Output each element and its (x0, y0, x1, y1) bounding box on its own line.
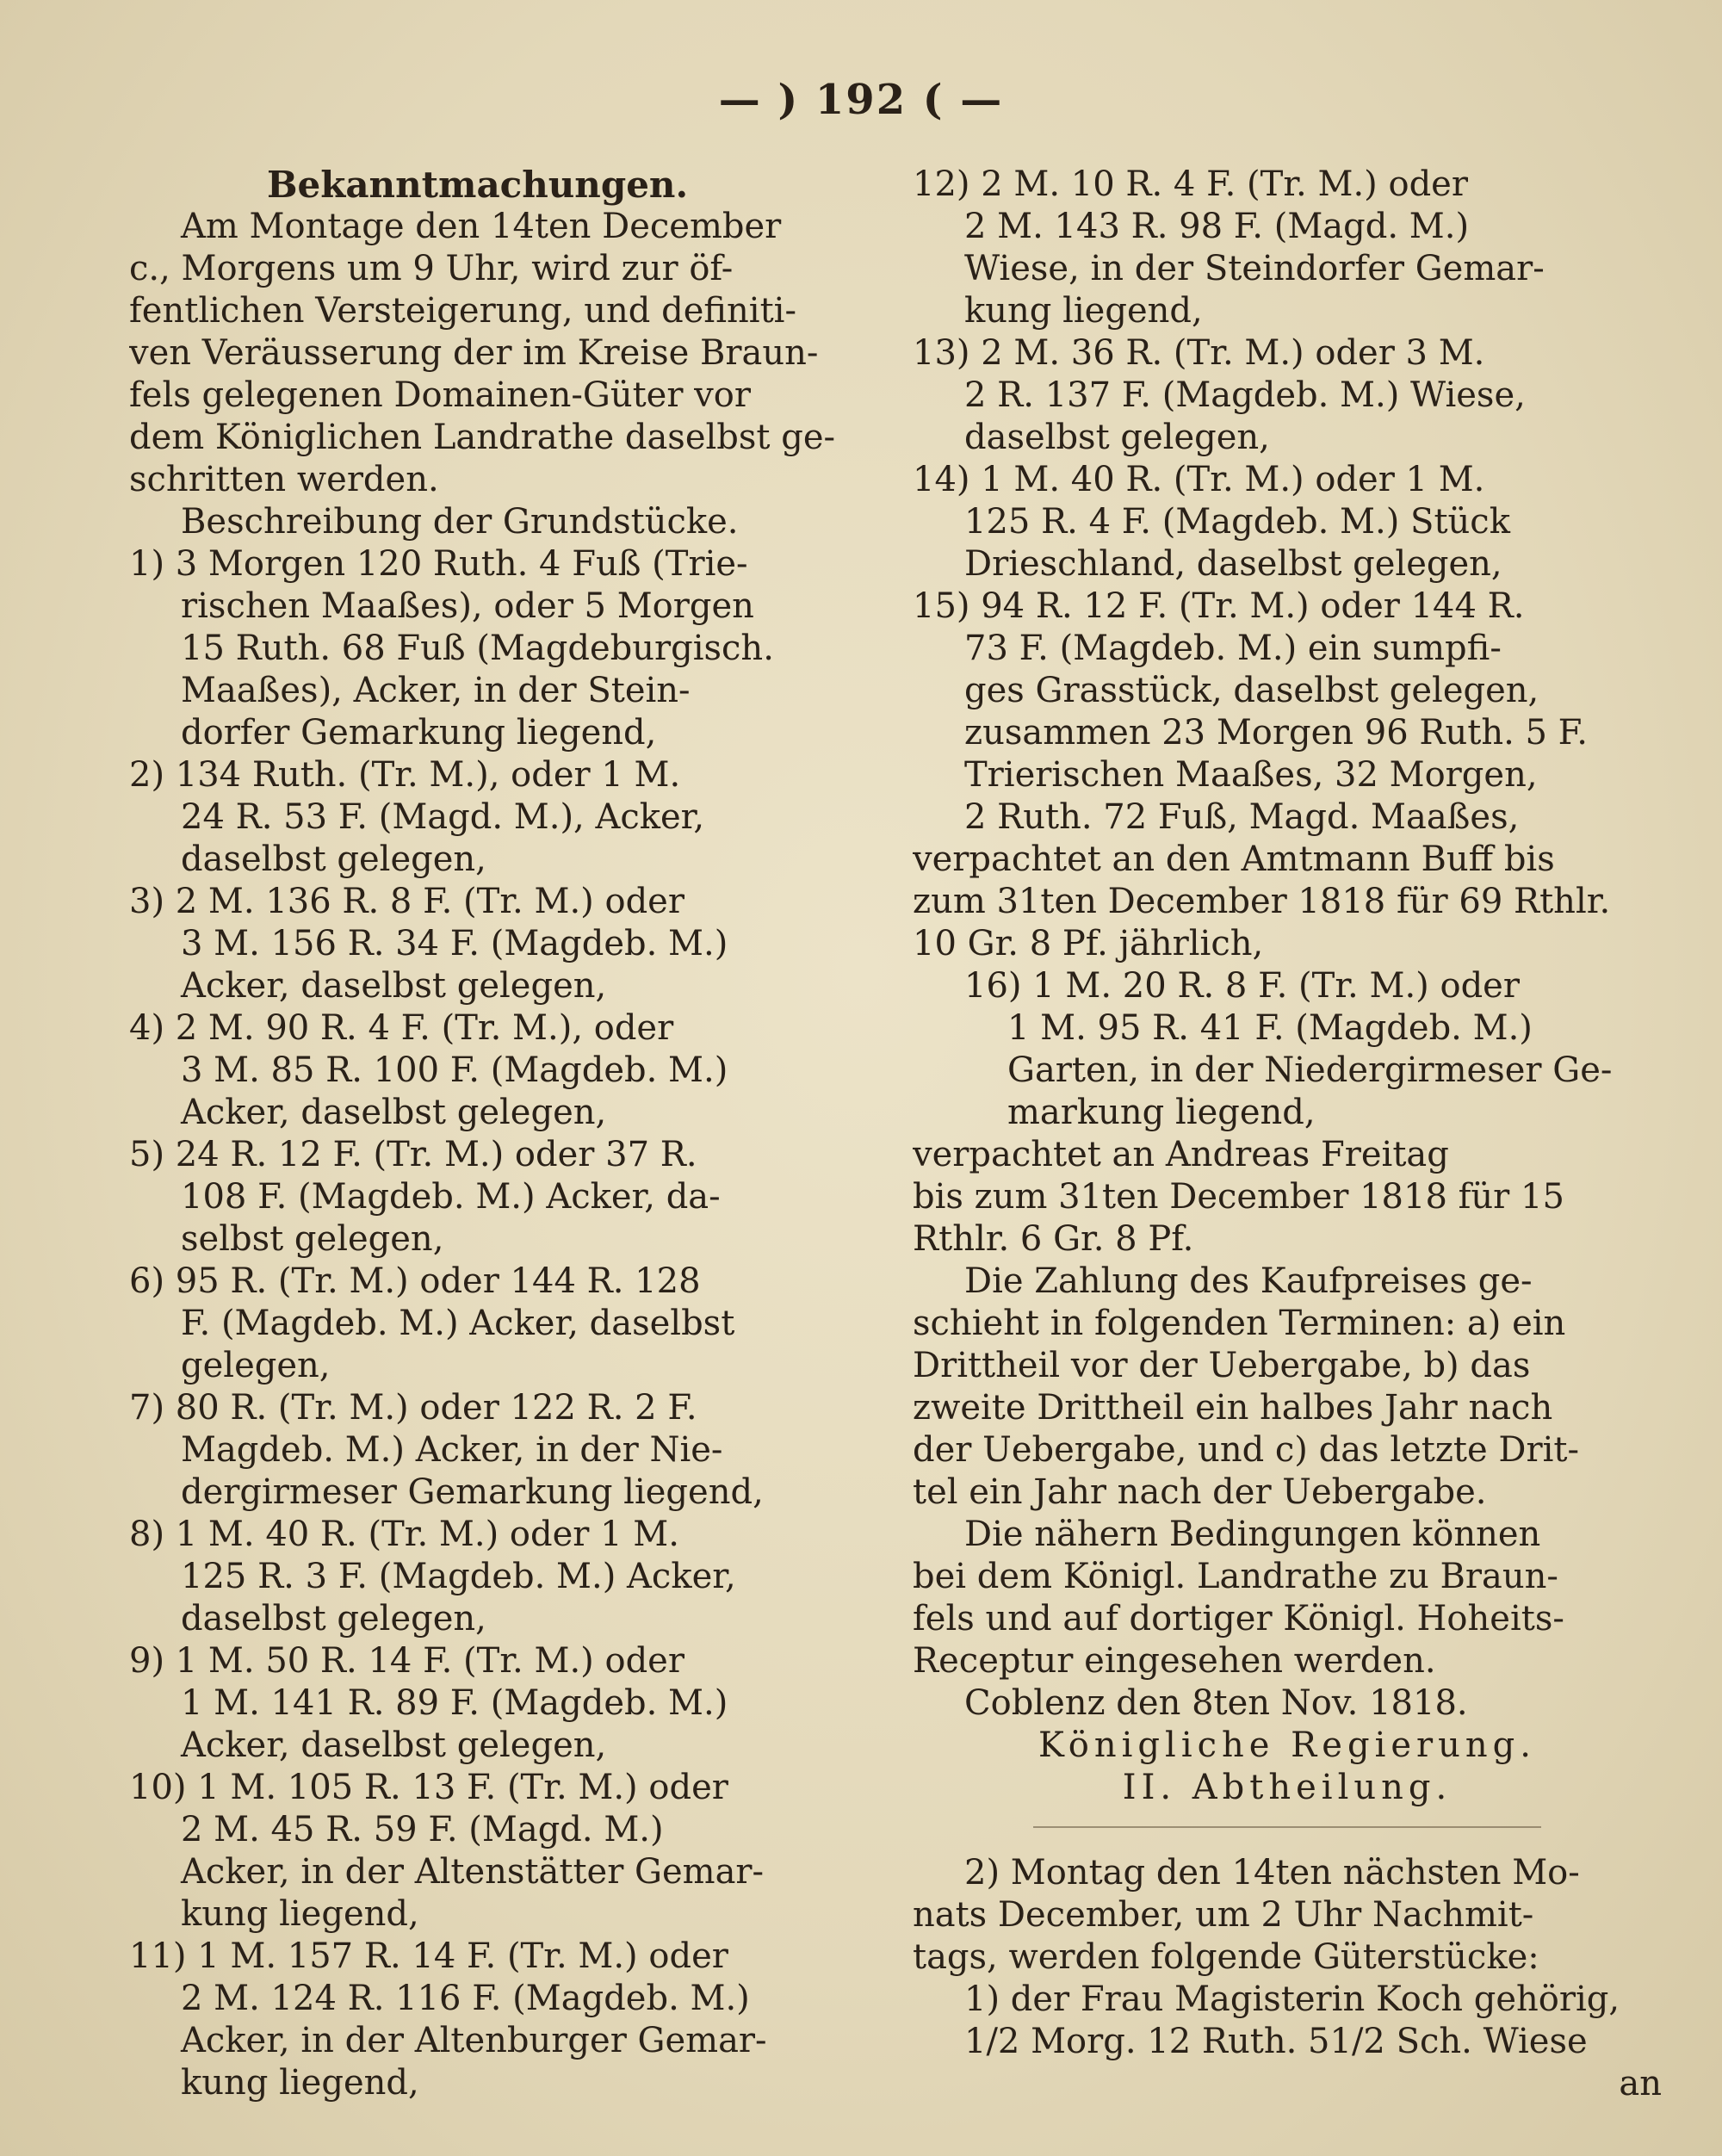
text-line: Magdeb. M.) Acker, in der Nie- (181, 1430, 723, 1470)
text-line: 12) 2 M. 10 R. 4 F. (Tr. M.) oder (913, 164, 1468, 204)
text-line: 125 R. 4 F. (Magdeb. M.) Stück (964, 502, 1510, 542)
text-line: der Uebergabe, und c) das letzte Drit- (913, 1430, 1579, 1470)
text-line: 2) Montag den 14ten nächsten Mo- (964, 1853, 1580, 1893)
text-line: daselbst gelegen, (181, 1599, 486, 1639)
text-line: fels gelegenen Domainen-Güter vor (129, 375, 751, 415)
text-line: 2 M. 143 R. 98 F. (Magd. M.) (964, 207, 1470, 246)
text-line: 2) 134 Ruth. (Tr. M.), oder 1 M. (129, 755, 681, 795)
text-line: 73 F. (Magdeb. M.) ein sumpfi- (964, 629, 1502, 668)
text-line: Königliche Regierung. (1038, 1725, 1536, 1765)
text-line: Acker, in der Altenstätter Gemar- (181, 1852, 765, 1892)
text-line: Rthlr. 6 Gr. 8 Pf. (913, 1219, 1194, 1259)
text-line: 1 M. 95 R. 41 F. (Magdeb. M.) (1007, 1008, 1533, 1048)
text-line: 6) 95 R. (Tr. M.) oder 144 R. 128 (129, 1261, 701, 1301)
text-line: Receptur eingesehen werden. (913, 1641, 1436, 1681)
text-line: gelegen, (181, 1346, 331, 1385)
text-line: 3 M. 85 R. 100 F. (Magdeb. M.) (181, 1050, 728, 1090)
text-line: 16) 1 M. 20 R. 8 F. (Tr. M.) oder (964, 966, 1520, 1006)
text-line: 1) 3 Morgen 120 Ruth. 4 Fuß (Trie- (129, 544, 748, 584)
text-line: nats December, um 2 Uhr Nachmit- (913, 1895, 1534, 1935)
text-line: tel ein Jahr nach der Uebergabe. (913, 1472, 1487, 1512)
text-line: daselbst gelegen, (964, 418, 1270, 457)
text-line: selbst gelegen, (181, 1219, 444, 1259)
text-line: 2 R. 137 F. (Magdeb. M.) Wiese, (964, 375, 1526, 415)
text-line: markung liegend, (1007, 1093, 1316, 1132)
text-line: Am Montage den 14ten December (181, 207, 782, 246)
text-line: Wiese, in der Steindorfer Gemar- (964, 249, 1545, 288)
right-column (913, 164, 1662, 2105)
text-line: Beschreibung der Grundstücke. (181, 502, 739, 542)
text-line: ven Veräusserung der im Kreise Braun- (129, 333, 819, 373)
text-line: schritten werden. (129, 460, 439, 499)
text-line: 13) 2 M. 36 R. (Tr. M.) oder 3 M. (913, 333, 1485, 373)
text-line: zweite Drittheil ein halbes Jahr nach (913, 1388, 1553, 1428)
text-line: Trierischen Maaßes, 32 Morgen, (964, 755, 1538, 795)
text-line: fentlichen Versteigerung, und definiti- (129, 291, 796, 331)
text-line: 10) 1 M. 105 R. 13 F. (Tr. M.) oder (129, 1768, 728, 1807)
text-line: dergirmeser Gemarkung liegend, (181, 1472, 764, 1512)
text-line: 125 R. 3 F. (Magdeb. M.) Acker, (181, 1557, 736, 1596)
text-line: Acker, in der Altenburger Gemar- (181, 2021, 767, 2060)
left-column (129, 164, 887, 2104)
text-line: 15) 94 R. 12 F. (Tr. M.) oder 144 R. (913, 586, 1525, 626)
text-line: 1 M. 141 R. 89 F. (Magdeb. M.) (181, 1683, 728, 1723)
text-line: 4) 2 M. 90 R. 4 F. (Tr. M.), oder (129, 1008, 674, 1048)
text-line: kung liegend, (181, 2063, 419, 2103)
text-line: bei dem Königl. Landrathe zu Braun- (913, 1557, 1558, 1596)
text-line: F. (Magdeb. M.) Acker, daselbst (181, 1304, 735, 1343)
text-line: 3 M. 156 R. 34 F. (Magdeb. M.) (181, 924, 728, 963)
text-line: zusammen 23 Morgen 96 Ruth. 5 F. (964, 713, 1588, 753)
text-line: 24 R. 53 F. (Magd. M.), Acker, (181, 797, 705, 837)
text-line: Drieschland, daselbst gelegen, (964, 544, 1502, 584)
text-line: 1) der Frau Magisterin Koch gehörig, (964, 1979, 1620, 2019)
text-line: rischen Maaßes), oder 5 Morgen (181, 586, 754, 626)
text-line: 1/2 Morg. 12 Ruth. 51/2 Sch. Wiese (964, 2022, 1588, 2061)
text-line: Die Zahlung des Kaufpreises ge- (964, 1261, 1533, 1301)
text-line: zum 31ten December 1818 für 69 Rthlr. (913, 882, 1611, 921)
text-line: 15 Ruth. 68 Fuß (Magdeburgisch. (181, 629, 774, 668)
text-line: 10 Gr. 8 Pf. jährlich, (913, 924, 1264, 963)
text-line: ges Grasstück, daselbst gelegen, (964, 671, 1539, 710)
text-line: 108 F. (Magdeb. M.) Acker, da- (181, 1177, 721, 1217)
text-line: an (1619, 2064, 1662, 2103)
text-line: Drittheil vor der Uebergabe, b) das (913, 1346, 1531, 1385)
text-line: 14) 1 M. 40 R. (Tr. M.) oder 1 M. (913, 460, 1485, 499)
text-line: fels und auf dortiger Königl. Hoheits- (913, 1599, 1564, 1639)
text-line: kung liegend, (181, 1894, 419, 1934)
text-line: Maaßes), Acker, in der Stein- (181, 671, 691, 710)
text-line: bis zum 31ten December 1818 für 15 (913, 1177, 1564, 1217)
text-line: 2 M. 124 R. 116 F. (Magdeb. M.) (181, 1979, 750, 2018)
text-line: 2 Ruth. 72 Fuß, Magd. Maaßes, (964, 797, 1520, 837)
page-number: — ) 192 ( — (718, 76, 1004, 124)
text-line: 11) 1 M. 157 R. 14 F. (Tr. M.) oder (129, 1936, 728, 1976)
text-line: II. Abtheilung. (1122, 1768, 1453, 1807)
text-line: schieht in folgenden Terminen: a) ein (913, 1304, 1566, 1343)
text-line: 3) 2 M. 136 R. 8 F. (Tr. M.) oder (129, 882, 684, 921)
text-line: 9) 1 M. 50 R. 14 F. (Tr. M.) oder (129, 1641, 684, 1681)
text-line: kung liegend, (964, 291, 1203, 331)
text-line: verpachtet an den Amtmann Buff bis (913, 839, 1555, 879)
text-line: daselbst gelegen, (181, 839, 486, 879)
text-line: 7) 80 R. (Tr. M.) oder 122 R. 2 F. (129, 1388, 697, 1428)
text-line: Die nähern Bedingungen können (964, 1515, 1541, 1554)
text-line: verpachtet an Andreas Freitag (913, 1135, 1449, 1174)
text-line: Garten, in der Niedergirmeser Ge- (1007, 1050, 1613, 1090)
text-line: 2 M. 45 R. 59 F. (Magd. M.) (181, 1810, 664, 1849)
text-line: tags, werden folgende Güterstücke: (913, 1937, 1539, 1977)
text-line: Acker, daselbst gelegen, (181, 966, 607, 1006)
text-line: 5) 24 R. 12 F. (Tr. M.) oder 37 R. (129, 1135, 697, 1174)
text-line: Coblenz den 8ten Nov. 1818. (964, 1683, 1468, 1723)
text-line: dem Königlichen Landrathe daselbst ge- (129, 418, 835, 457)
text-line: dorfer Gemarkung liegend, (181, 713, 657, 753)
section-heading: Bekanntmachungen. (267, 164, 689, 206)
text-line: c., Morgens um 9 Uhr, wird zur öf- (129, 249, 734, 288)
text-line: 8) 1 M. 40 R. (Tr. M.) oder 1 M. (129, 1515, 679, 1554)
text-line: Acker, daselbst gelegen, (181, 1093, 607, 1132)
section-divider (1033, 1826, 1541, 1828)
text-line: Acker, daselbst gelegen, (181, 1725, 607, 1765)
